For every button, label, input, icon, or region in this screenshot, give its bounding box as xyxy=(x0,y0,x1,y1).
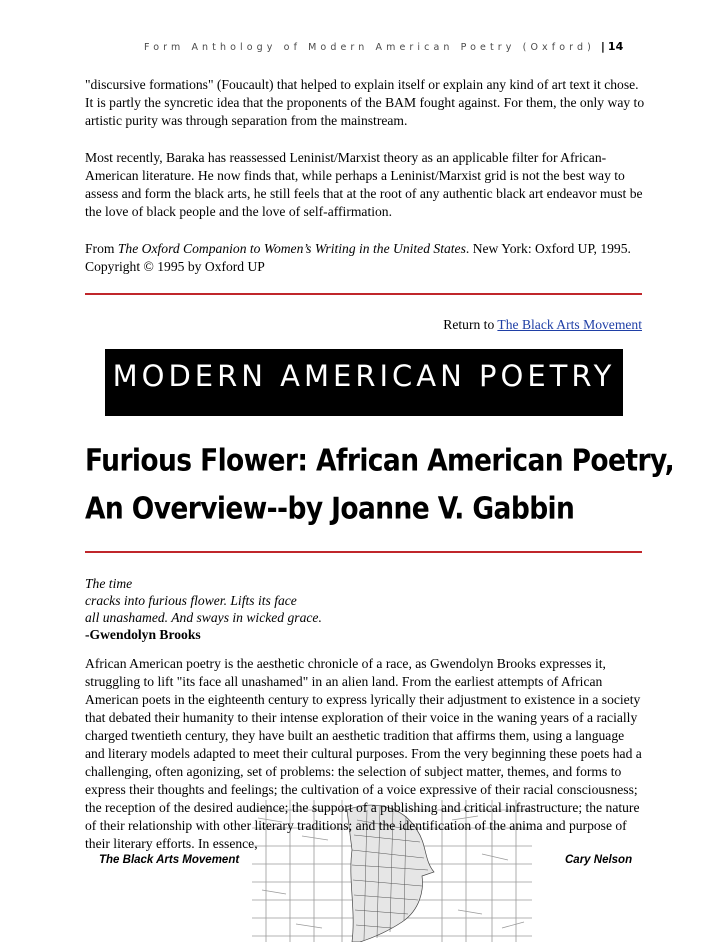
return-line xyxy=(443,317,642,333)
modern-american-poetry-banner[interactable] xyxy=(105,349,623,416)
return-prefix: Return to xyxy=(443,317,498,332)
divider-rule-top xyxy=(85,293,642,295)
epigraph-author: -Gwendolyn Brooks xyxy=(85,627,201,642)
source-suffix: . New York: Oxford UP, 1995. Copyright © 1995 by Oxford UP xyxy=(85,241,631,274)
divider-rule-bottom xyxy=(85,551,642,553)
paragraph-1: "discursive formations" (Foucault) that helped to explain itself or explain any kind of art text it chose. It is partly the syncretic idea that the proponents of the BAM fought against. For them, the only way to artistic purity was through separation from the mainstream. xyxy=(85,77,645,128)
article-title xyxy=(85,437,685,534)
body-paragraph: African American poetry is the aesthetic chronicle of a race, as Gwendolyn Brooks expresses it, struggling to lift "its face all unashamed" in an alien land. From the earliest attempts of African American poets in the eighteenth century to express lyrically their adjustment to existence in a society that debated their humanity to their intense exploration of their voice in the waning years of a racially charged twentieth century, they have built an aesthetic tradition that affirms them, using a language and literary models adapted to meet their cultural purposes. From the very beginning these poets had a challenging, often agonizing, set of problems: the selection of subject matter, themes, and forms to express their thoughts and feelings; the cultivation of a voice expressive of their racial consciousness; the reception of the desired audience; the support of a publishing and critical infrastructure; the nature of their relationship with other literary traditions; and the identification of the anima and purpose of their literary efforts. In essence, xyxy=(85,656,642,851)
page-number: 14 xyxy=(607,40,624,53)
epigraph-line: all unashamed. And sways in wicked grace. xyxy=(85,610,322,625)
paragraph-2: Most recently, Baraka has reassessed Leninist/Marxist theory as an applicable filter for African-American literature. He now finds that, while perhaps a Leninist/Marxist grid is not the best way to assess and form the black arts, he still feels that at the root of any authentic black art endeavor must be the love of black people and the love of self-affirmation. xyxy=(85,150,643,219)
article-title-line-2: An Overview--by Joanne V. Gabbin xyxy=(85,491,575,527)
running-header xyxy=(144,40,644,53)
footer-left-text: The Black Arts Movement xyxy=(99,854,240,866)
source-title: The Oxford Companion to Women’s Writing in the United States xyxy=(117,241,466,256)
footer-right-text: Cary Nelson xyxy=(565,854,633,866)
article-title-line-1: Furious Flower: African American Poetry, xyxy=(85,442,675,479)
source-citation xyxy=(85,240,645,276)
running-title: Form Anthology of Modern American Poetry (Oxford) xyxy=(144,42,595,53)
header-separator: | xyxy=(600,40,605,53)
black-arts-movement-link[interactable]: The Black Arts Movement xyxy=(497,317,642,332)
epigraph-line: The time xyxy=(85,576,133,591)
banner-text: MODERN AMERICAN POETRY xyxy=(112,359,616,393)
epigraph xyxy=(85,575,322,643)
source-prefix: From xyxy=(85,241,118,256)
epigraph-line: cracks into furious flower. Lifts its face xyxy=(85,593,297,608)
